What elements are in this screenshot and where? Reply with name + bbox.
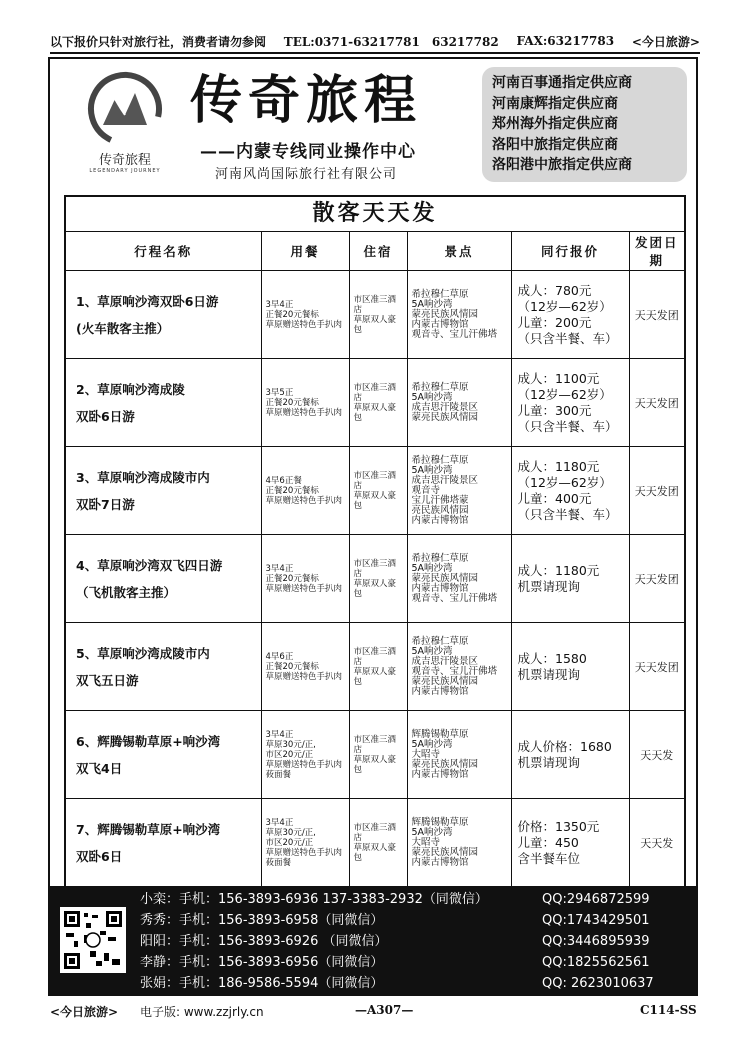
spots-line: 5A响沙湾 xyxy=(411,826,453,838)
supplier-item: 河南百事通指定供应商 xyxy=(492,75,632,91)
price-cell xyxy=(511,359,629,447)
meal-cell xyxy=(261,359,349,447)
meal-line: 草原30元/正, xyxy=(265,827,316,838)
price-line: 机票请现询 xyxy=(517,578,581,594)
col-header-meal: 用餐 xyxy=(261,232,349,271)
contact-row xyxy=(140,889,650,910)
footer-website: 电子版: www.zzjrly.cn xyxy=(140,1005,264,1019)
departure-cell: 天天发团 xyxy=(629,623,684,711)
brand-title: 传奇旅程 xyxy=(190,70,423,131)
meal-line: 正餐20元餐标 xyxy=(265,309,319,320)
price-line: 儿童：200元 xyxy=(517,314,592,330)
col-header-date: 发团日期 xyxy=(629,232,684,271)
price-line: （12岁—62岁） xyxy=(517,474,612,490)
top-info-bar xyxy=(50,32,700,50)
table-row xyxy=(66,447,684,535)
meal-line: 正餐20元餐标 xyxy=(265,573,319,584)
table-title: 散客天天发 xyxy=(66,197,684,232)
meal-line: 3早4正 xyxy=(265,299,294,310)
spots-cell xyxy=(407,799,511,887)
contact-qq: QQ:1825562561 xyxy=(542,955,650,970)
spots-line: 内蒙古博物馆 xyxy=(411,514,469,526)
spots-line: 内蒙古博物馆 xyxy=(411,685,469,697)
contact-phone: 李静：手机：156-3893-6956（同微信） xyxy=(140,955,384,970)
meal-cell xyxy=(261,447,349,535)
spots-line: 蒙亮民族风情园 xyxy=(411,411,479,423)
route-name-cell xyxy=(66,799,261,887)
hotel-line: 草原双人豪包 xyxy=(353,578,397,599)
contact-phone: 张娟：手机：186-9586-5594（同微信） xyxy=(140,976,384,991)
spots-line: 观音寺 xyxy=(411,484,441,496)
supplier-item: 洛阳港中旅指定供应商 xyxy=(492,157,632,173)
route-name-line: 5、草原响沙湾成陵市内 xyxy=(76,645,210,661)
spots-line: 5A响沙湾 xyxy=(411,562,453,574)
meal-line: 莜面餐 xyxy=(265,769,292,780)
spots-line: 希拉穆仁草原 xyxy=(411,635,469,647)
hotel-line: 草原双人豪包 xyxy=(353,490,397,511)
route-name-line: (火车散客主推） xyxy=(76,320,170,336)
spots-cell xyxy=(407,271,511,359)
departure-cell: 天天发团 xyxy=(629,535,684,623)
logo-subtext: LEGENDARY JOURNEY xyxy=(89,168,161,174)
spots-line: 蒙亮民族风情园 xyxy=(411,675,479,687)
meal-line: 草原赠送特色手扒肉 xyxy=(265,671,343,682)
price-cell xyxy=(511,535,629,623)
contact-row xyxy=(140,931,650,952)
table-row xyxy=(66,359,684,447)
spots-line: 辉腾锡勒草原 xyxy=(411,816,469,828)
meal-cell xyxy=(261,623,349,711)
hotel-line: 市区准三酒店 xyxy=(353,382,397,403)
hotel-cell xyxy=(349,799,407,887)
spots-line: 蒙亮民族风情园 xyxy=(411,572,479,584)
table-row xyxy=(66,711,684,799)
route-name-cell xyxy=(66,711,261,799)
spots-line: 5A响沙湾 xyxy=(411,738,453,750)
meal-line: 市区20元/正 xyxy=(265,749,314,760)
route-name-line: 7、辉腾锡勒草原+响沙湾 xyxy=(76,821,221,837)
spots-line: 宝儿汗佛塔蒙 xyxy=(411,494,469,506)
contact-qq: QQ: 2623010637 xyxy=(542,976,654,991)
table-header-row xyxy=(66,232,684,271)
price-cell xyxy=(511,799,629,887)
contact-qq: QQ:1743429501 xyxy=(542,913,650,928)
table-row xyxy=(66,271,684,359)
fax-number: FAX:63217783 xyxy=(516,34,615,48)
tel-numbers: TEL:0371-63217781 63217782 xyxy=(283,34,499,49)
meal-line: 3早4正 xyxy=(265,729,294,740)
tagline: ——内蒙专线同业操作中心 xyxy=(200,142,416,162)
spots-line: 5A响沙湾 xyxy=(411,391,453,403)
hotel-line: 草原双人豪包 xyxy=(353,842,397,863)
price-line: 成人：1180元 xyxy=(517,458,600,474)
table-row xyxy=(66,799,684,887)
col-header-price: 同行报价 xyxy=(511,232,629,271)
contact-qq: QQ:3446895939 xyxy=(542,934,650,949)
supplier-item: 洛阳中旅指定供应商 xyxy=(492,136,618,153)
meal-line: 正餐20元餐标 xyxy=(265,397,319,408)
company-logo xyxy=(80,69,170,179)
departure-cell: 天天发团 xyxy=(629,359,684,447)
price-line: 成人：1180元 xyxy=(517,562,600,578)
supplier-item: 郑州海外指定供应商 xyxy=(492,116,618,132)
route-name-line: 3、草原响沙湾成陵市内 xyxy=(76,469,210,485)
route-name-line: （飞机散客主推） xyxy=(76,584,177,600)
meal-line: 3早5正 xyxy=(265,387,294,398)
agency-notice: 以下报价只针对旅行社，消费者请勿参阅 xyxy=(50,34,267,49)
hotel-cell xyxy=(349,447,407,535)
contact-phone: 小栾：手机：156-3893-6936 137-3383-2932（同微信） xyxy=(140,892,488,907)
route-name-cell xyxy=(66,447,261,535)
route-name-line: 双卧7日游 xyxy=(76,496,135,512)
company-name: 河南风尚国际旅行社有限公司 xyxy=(215,167,398,182)
meal-cell xyxy=(261,799,349,887)
logo-text: 传奇旅程 xyxy=(98,153,151,168)
publication-tag: <今日旅游> xyxy=(631,34,700,49)
route-name-line: 双飞4日 xyxy=(76,760,123,776)
spots-line: 内蒙古博物馆 xyxy=(411,768,469,780)
price-cell xyxy=(511,271,629,359)
issue-code: C114-SS xyxy=(640,1003,697,1017)
qr-code-icon xyxy=(60,907,126,973)
spots-line: 5A响沙湾 xyxy=(411,298,453,310)
col-header-spots: 景点 xyxy=(407,232,511,271)
hotel-line: 市区准三酒店 xyxy=(353,558,397,579)
spots-line: 内蒙古博物馆 xyxy=(411,856,469,868)
spots-cell xyxy=(407,359,511,447)
meal-line: 3早4正 xyxy=(265,563,294,574)
route-name-line: 6、辉腾锡勒草原+响沙湾 xyxy=(76,733,221,749)
hotel-cell xyxy=(349,623,407,711)
spots-line: 希拉穆仁草原 xyxy=(411,288,469,300)
meal-cell xyxy=(261,711,349,799)
spots-line: 亮民族风情园 xyxy=(411,504,469,516)
supplier-item: 河南康辉指定供应商 xyxy=(492,95,618,112)
price-line: （只含半餐、车） xyxy=(517,506,618,522)
spots-line: 希拉穆仁草原 xyxy=(411,454,469,466)
spots-line: 观音寺、宝儿汗佛塔 xyxy=(411,592,498,604)
price-line: 机票请现询 xyxy=(517,754,581,770)
meal-line: 4早6正 xyxy=(265,651,294,662)
route-name-line: 双卧6日游 xyxy=(76,408,135,424)
tour-table xyxy=(64,195,686,889)
spots-line: 成吉思汗陵景区 xyxy=(411,401,479,413)
hotel-line: 草原双人豪包 xyxy=(353,754,397,775)
spots-line: 内蒙古博物馆 xyxy=(411,582,469,594)
price-line: 儿童：400元 xyxy=(517,490,592,506)
meal-line: 4早6正餐 xyxy=(265,475,302,486)
price-cell xyxy=(511,623,629,711)
spots-line: 蒙亮民族风情园 xyxy=(411,758,479,770)
contact-phone: 阳阳：手机：156-3893-6926 （同微信） xyxy=(140,934,388,949)
contact-phone: 秀秀：手机：156-3893-6958（同微信） xyxy=(140,913,384,928)
price-line: 儿童：450 xyxy=(517,834,579,850)
meal-line: 正餐20元餐标 xyxy=(265,485,319,496)
meal-line: 市区20元/正 xyxy=(265,837,314,848)
price-table xyxy=(66,232,684,887)
route-name-cell xyxy=(66,623,261,711)
spots-line: 蒙亮民族风情园 xyxy=(411,308,479,320)
col-header-route: 行程名称 xyxy=(66,232,261,271)
route-name-line: 双飞五日游 xyxy=(76,672,139,688)
hotel-cell xyxy=(349,359,407,447)
spots-line: 内蒙古博物馆 xyxy=(411,318,469,330)
spots-line: 希拉穆仁草原 xyxy=(411,552,469,564)
meal-line: 正餐20元餐标 xyxy=(265,661,319,672)
hotel-line: 草原双人豪包 xyxy=(353,666,397,687)
spots-line: 大昭寺 xyxy=(411,836,441,848)
hotel-line: 草原双人豪包 xyxy=(353,314,397,335)
price-line: （只含半餐、车） xyxy=(517,418,618,434)
meal-line: 草原赠送特色手扒肉 xyxy=(265,407,343,418)
spots-cell xyxy=(407,623,511,711)
route-name-line: 双卧6日 xyxy=(76,848,123,864)
spots-cell xyxy=(407,711,511,799)
spots-line: 5A响沙湾 xyxy=(411,645,453,657)
table-row xyxy=(66,623,684,711)
hotel-line: 市区准三酒店 xyxy=(353,734,397,755)
mountain-logo-icon xyxy=(85,69,165,149)
departure-cell: 天天发 xyxy=(629,799,684,887)
route-name-cell xyxy=(66,271,261,359)
route-name-line: 4、草原响沙湾双飞四日游 xyxy=(76,557,223,573)
meal-line: 莜面餐 xyxy=(265,857,292,868)
price-line: 价格：1350元 xyxy=(517,818,600,834)
meal-line: 草原赠送特色手扒肉 xyxy=(265,847,343,858)
contact-row xyxy=(140,973,654,994)
top-rule xyxy=(50,52,700,54)
page-number: —A307— xyxy=(355,1003,414,1017)
price-line: 成人价格：1680 xyxy=(517,738,612,754)
spots-line: 大昭寺 xyxy=(411,748,441,760)
price-line: 成人：1100元 xyxy=(517,370,600,386)
footer-tag: <今日旅游> xyxy=(50,1005,119,1019)
hotel-cell xyxy=(349,535,407,623)
ad-frame xyxy=(48,57,698,996)
price-cell xyxy=(511,447,629,535)
price-line: 儿童：300元 xyxy=(517,402,592,418)
spots-line: 辉腾锡勒草原 xyxy=(411,728,469,740)
meal-line: 草原赠送特色手扒肉 xyxy=(265,319,343,330)
spots-line: 5A响沙湾 xyxy=(411,464,453,476)
route-name-cell xyxy=(66,535,261,623)
spots-line: 希拉穆仁草原 xyxy=(411,381,469,393)
hotel-cell xyxy=(349,711,407,799)
spots-line: 成吉思汗陵景区 xyxy=(411,655,479,667)
departure-cell: 天天发 xyxy=(629,711,684,799)
meal-line: 草原30元/正, xyxy=(265,739,316,750)
spots-cell xyxy=(407,447,511,535)
hotel-line: 市区准三酒店 xyxy=(353,294,397,315)
spots-line: 成吉思汗陵景区 xyxy=(411,474,479,486)
price-line: 成人：1580 xyxy=(517,650,587,666)
spots-line: 蒙亮民族风情园 xyxy=(411,846,479,858)
spots-line: 观音寺、宝儿汗佛塔 xyxy=(411,328,498,340)
price-line: 机票请现询 xyxy=(517,666,581,682)
meal-cell xyxy=(261,535,349,623)
price-line: （12岁—62岁） xyxy=(517,298,612,314)
hotel-cell xyxy=(349,271,407,359)
table-row xyxy=(66,535,684,623)
price-line: （只含半餐、车） xyxy=(517,330,618,346)
hotel-line: 草原双人豪包 xyxy=(353,402,397,423)
route-name-line: 1、草原响沙湾双卧6日游 xyxy=(76,293,219,309)
hotel-line: 市区准三酒店 xyxy=(353,470,397,491)
contact-row xyxy=(140,952,650,973)
hotel-line: 市区准三酒店 xyxy=(353,646,397,667)
meal-line: 草原赠送特色手扒肉 xyxy=(265,583,343,594)
header xyxy=(50,59,696,189)
route-name-line: 2、草原响沙湾成陵 xyxy=(76,381,185,397)
price-line: 含半餐车位 xyxy=(517,850,581,866)
departure-cell: 天天发团 xyxy=(629,271,684,359)
spots-line: 观音寺、宝儿汗佛塔 xyxy=(411,665,498,677)
contact-qq: QQ:2946872599 xyxy=(542,892,650,907)
supplier-list xyxy=(482,67,687,182)
meal-cell xyxy=(261,271,349,359)
price-line: （12岁—62岁） xyxy=(517,386,612,402)
meal-line: 草原赠送特色手扒肉 xyxy=(265,759,343,770)
page-footer xyxy=(50,1003,700,1023)
route-name-cell xyxy=(66,359,261,447)
col-header-hotel: 住宿 xyxy=(349,232,407,271)
spots-cell xyxy=(407,535,511,623)
contact-panel xyxy=(50,886,696,994)
price-cell xyxy=(511,711,629,799)
meal-line: 3早4正 xyxy=(265,817,294,828)
meal-line: 草原赠送特色手扒肉 xyxy=(265,495,343,506)
departure-cell: 天天发团 xyxy=(629,447,684,535)
hotel-line: 市区准三酒店 xyxy=(353,822,397,843)
price-line: 成人：780元 xyxy=(517,282,592,298)
contact-row xyxy=(140,910,650,931)
